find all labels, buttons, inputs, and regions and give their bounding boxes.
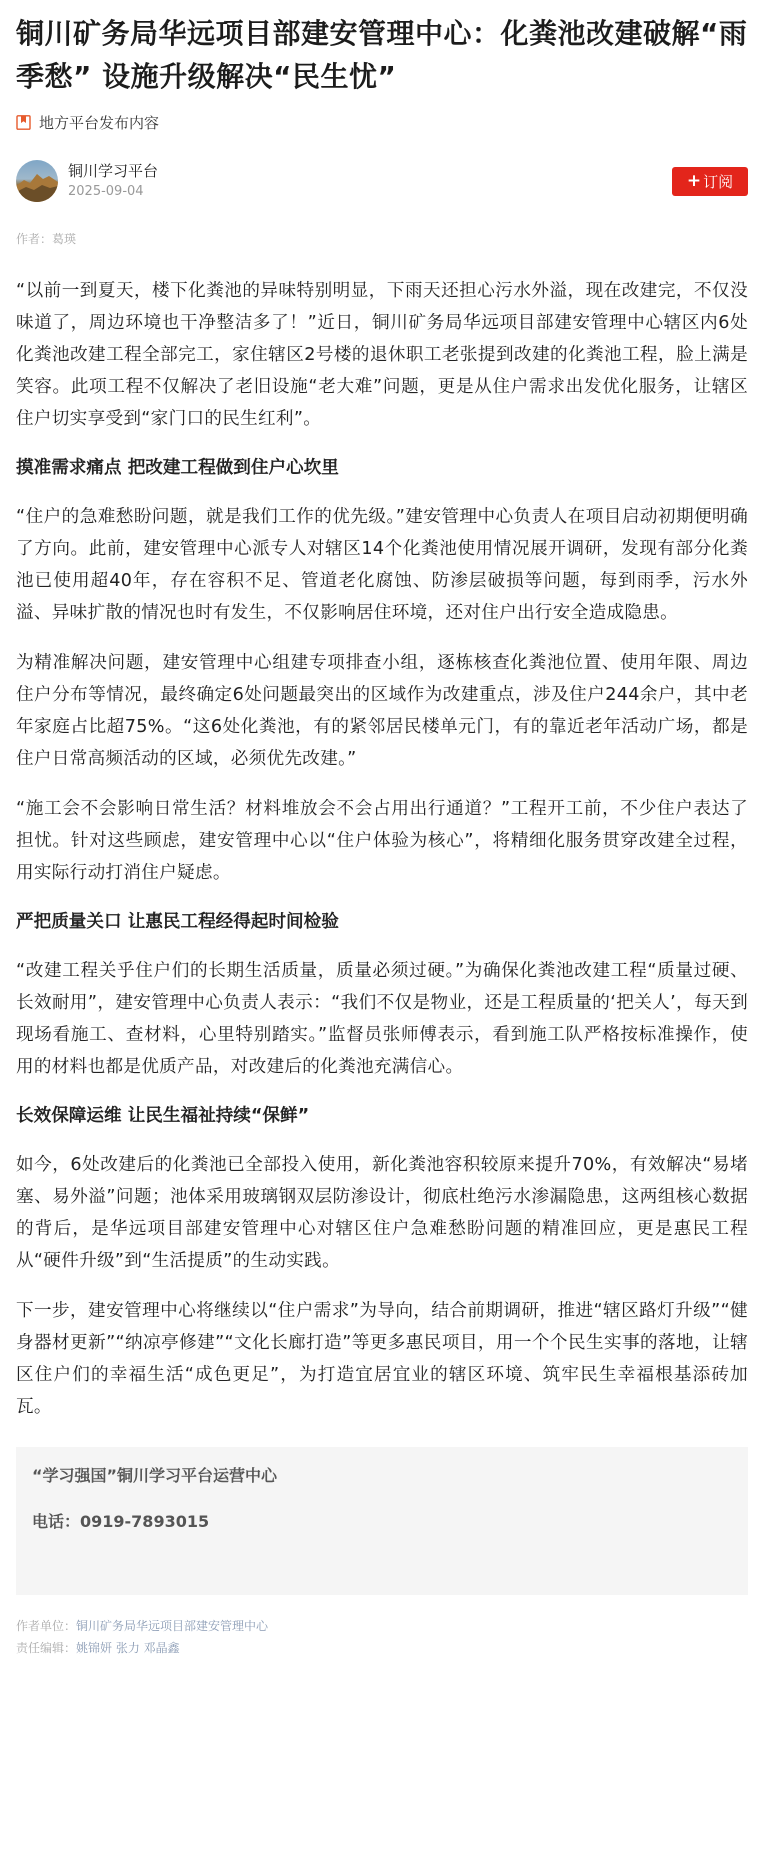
contact-box [16, 1447, 748, 1595]
section-heading: 长效保障运维 让民生福祉持续“保鲜” [16, 1106, 310, 1126]
paragraph: “施工会不会影响日常生活？材料堆放会不会占用出行通道？”工程开工前，不少住户表达了担忧。针对这些顾虑，建安管理中心以“住户体验为核心”，将精细化服务贯穿改建全过程，用实际行动打消住户疑虑。 [16, 799, 748, 883]
editor-label: 责任编辑： [16, 1641, 77, 1655]
editor-row [16, 1637, 748, 1659]
avatar[interactable] [16, 160, 58, 202]
source-row [16, 110, 748, 134]
author-unit-value: 铜川矿务局华远项目部建安管理中心 [76, 1619, 269, 1633]
bookmark-icon [16, 115, 31, 130]
source-label: 地方平台发布内容 [39, 113, 160, 132]
contact-org: “学习强国”铜川学习平台运营中心 [32, 1466, 278, 1485]
contact-phone: 电话：0919-7893015 [32, 1512, 210, 1531]
paragraph: 如今，6处改建后的化粪池已全部投入使用，新化粪池容积较原来提升70%，有效解决“易堵塞、易外溢”问题；池体采用玻璃钢双层防渗设计，彻底杜绝污水渗漏隐患，这两组核心数据的背后，是华远项目部建安管理中心对辖区住户急难愁盼问题的精准回应，更是惠民工程从“硬件升级”到“生活提质”的生动实践。 [16, 1155, 748, 1271]
editor-value: 姚锦妍 张力 邓晶鑫 [76, 1641, 180, 1655]
article-title: 铜川矿务局华远项目部建安管理中心：化粪池改建破解“雨季愁” 设施升级解决“民生忧” [16, 17, 748, 93]
article-footer [16, 1615, 748, 1659]
subscribe-button[interactable] [672, 167, 748, 196]
byline: 作者：葛瑛 [16, 232, 77, 246]
author-name[interactable]: 铜川学习平台 [68, 162, 159, 180]
paragraph: “住户的急难愁盼问题，就是我们工作的优先级。”建安管理中心负责人在项目启动初期便明确了方向。此前，建安管理中心派专人对辖区14个化粪池使用情况展开调研，发现有部分化粪池已使用超40年，存在容积不足、管道老化腐蚀、防渗层破损等问题，每到雨季，污水外溢、异味扩散的情况也时有发生，不仅影响居住环境，还对住户出行安全造成隐患。 [16, 507, 748, 623]
author-meta [68, 161, 158, 201]
paragraph: 下一步，建安管理中心将继续以“住户需求”为导向，结合前期调研，推进“辖区路灯升级”“健身器材更新”“纳凉亭修建”“文化长廊打造”等更多惠民项目，用一个个民生实事的落地，让辖区住户们的幸福生活“成色更足”，为打造宜居宜业的辖区环境、筑牢民生幸福根基添砖加瓦。 [16, 1301, 748, 1417]
plus-icon: + [686, 171, 702, 191]
mountain-icon [16, 160, 58, 202]
section-heading: 严把质量关口 让惠民工程经得起时间检验 [16, 912, 339, 932]
paragraph: “以前一到夏天，楼下化粪池的异味特别明显，下雨天还担心污水外溢，现在改建完，不仅没味道了，周边环境也干净整洁多了！”近日，铜川矿务局华远项目部建安管理中心辖区内6处化粪池改建工程全部完工，家住辖区2号楼的退休职工老张提到改建的化粪池工程，脸上满是笑容。此项工程不仅解决了老旧设施“老大难”问题，更是从住户需求出发优化服务，让辖区住户切实享受到“家门口的民生红利”。 [16, 281, 748, 429]
subscribe-label: 订阅 [703, 172, 734, 191]
article-content [16, 275, 748, 1423]
author-row [16, 156, 748, 206]
publish-date: 2025-09-04 [68, 184, 144, 199]
section-heading: 摸准需求痛点 把改建工程做到住户心坎里 [16, 458, 339, 478]
author-unit-row [16, 1615, 748, 1637]
paragraph: 为精准解决问题，建安管理中心组建专项排查小组，逐栋核查化粪池位置、使用年限、周边住户分布等情况，最终确定6处问题最突出的区域作为改建重点，涉及住户244余户，其中老年家庭占比超75%。“这6处化粪池，有的紧邻居民楼单元门，有的靠近老年活动广场，都是住户日常高频活动的区域，必须优先改建。” [16, 653, 748, 769]
author-unit-label: 作者单位： [16, 1619, 77, 1633]
paragraph: “改建工程关乎住户们的长期生活质量，质量必须过硬。”为确保化粪池改建工程“质量过硬、长效耐用”，建安管理中心负责人表示：“我们不仅是物业，还是工程质量的‘把关人’，每天到现场看施工、查材料，心里特别踏实。”监督员张师傅表示，看到施工队严格按标准操作，使用的材料也都是优质产品，对改建后的化粪池充满信心。 [16, 961, 748, 1077]
